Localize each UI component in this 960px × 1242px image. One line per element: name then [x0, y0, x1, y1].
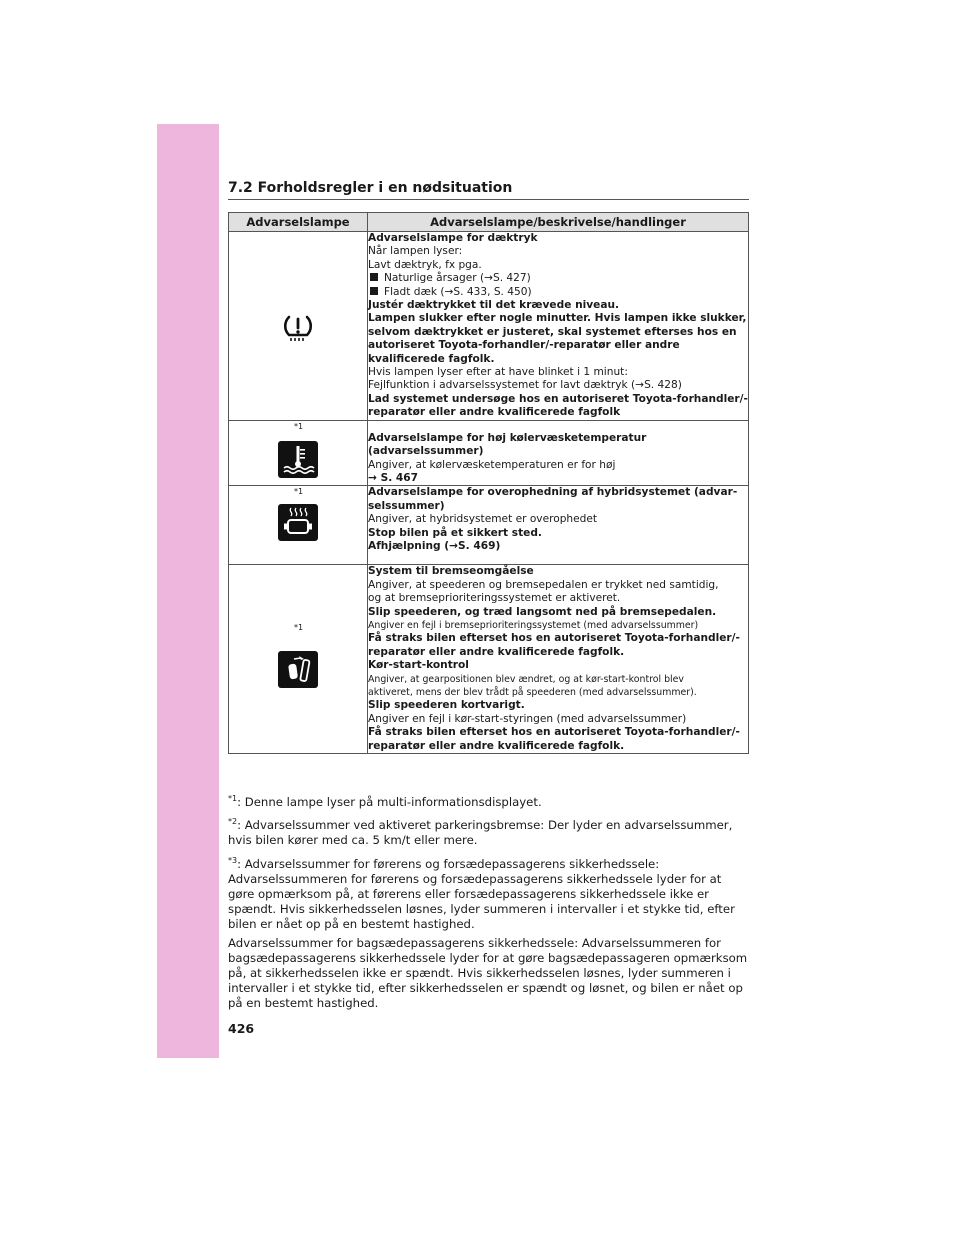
brake-override-icon — [278, 651, 318, 688]
footnote-text: : Denne lampe lyser på multi-informationsdisplayet. — [237, 795, 542, 809]
table-row — [229, 486, 749, 565]
footnote-marker: *3 — [228, 856, 238, 866]
page-reference: Afhjælpning (→S. 469) — [368, 539, 501, 552]
warning-title: System til bremseomgåelse — [368, 565, 534, 578]
description-text: Angiver, at kølervæsketemperaturen er for høj — [368, 458, 616, 471]
description-text: og at bremseprioriteringssystemet er aktiveret. — [368, 592, 621, 605]
warning-title: Advarselslampe for overophedning af hybridsystemet (advar- — [368, 486, 738, 499]
footnote-marker: *1 — [228, 794, 238, 804]
section-title: 7.2 Forholdsregler i en nødsituation — [228, 180, 513, 196]
action-text: autoriseret Toyota-forhandler/-reparatør eller andre — [368, 339, 680, 352]
icon-cell — [229, 420, 368, 486]
action-text: Slip speederen, og træd langsomt ned på bremsepedalen. — [368, 605, 717, 618]
description-text: Angiver en fejl i bremseprioriteringssystemet (med advarselssummer) — [368, 619, 699, 631]
footnote — [228, 795, 749, 810]
table-header-row — [229, 213, 749, 232]
action-text: Slip speederen kortvarigt. — [368, 699, 525, 712]
footnote-text: : Advarselssummer ved aktiveret parkeringsbremse: Der lyder en advarselssummer, hvis bilen kører med ca. 5 km/t eller mere. — [228, 818, 733, 847]
bullet-square-icon — [370, 287, 378, 295]
page-reference: → S. 467 — [368, 471, 419, 484]
bullet-square-icon — [370, 273, 378, 281]
footnote — [228, 857, 749, 932]
table-row — [229, 565, 749, 754]
action-text: Lad systemet undersøge hos en autoriseret Toyota-forhandler/- — [368, 392, 748, 405]
bullet-text: Fladt dæk (→S. 433, S. 450) — [384, 285, 532, 298]
action-text: reparatør eller andre kvalificerede fagfolk — [368, 406, 621, 419]
action-text: Justér dæktrykket til det krævede niveau. — [368, 299, 620, 312]
column-header-description: Advarselslampe/beskrivelse/handlinger — [368, 213, 749, 232]
description-text: Hvis lampen lyser efter at have blinket i 1 minut: — [368, 366, 628, 379]
footnote-text: Advarselssummer for bagsædepassagerens sikkerhedssele: Advarselssummeren for bagsædepassagerens sikkerhedssele lyder for at gøre bagsædepassageren opmærksom på, at sikkerhedsselen ikke er spændt. Hvis sikkerhedsselen løsnes, lyder summeren i intervaller i et stykke tid, efter sikkerhedsselen er spændt og løsnet, og bilen er nået op på en bestemt hastighed. — [228, 936, 748, 1010]
action-text: reparatør eller andre kvalificerede fagfolk. — [368, 645, 625, 658]
section-divider — [228, 199, 749, 200]
action-text: selvom dæktrykket er justeret, skal systemet efterses hos en — [368, 325, 737, 338]
description-cell — [368, 486, 749, 565]
table-row — [229, 232, 749, 421]
action-text: Lampen slukker efter nogle minutter. Hvis lampen ikke slukker, — [368, 312, 747, 325]
page-side-tab — [157, 124, 219, 1058]
bullet-text: Naturlige årsager (→S. 427) — [384, 272, 531, 285]
column-header-warning-light: Advarselslampe — [229, 213, 368, 232]
description-text: Angiver, at hybridsystemet er overophedet — [368, 513, 598, 526]
footnote-marker: *2 — [228, 817, 238, 827]
action-text: Stop bilen på et sikkert sted. — [368, 526, 542, 539]
description-text: Angiver, at speederen og bremsepedalen er trykket ned samtidig, — [368, 578, 719, 591]
footnote-marker: *1 — [294, 623, 304, 633]
description-cell — [368, 420, 749, 486]
warning-title: selssummer) — [368, 499, 445, 512]
action-text: reparatør eller andre kvalificerede fagfolk. — [368, 739, 625, 752]
description-text: Lavt dæktryk, fx pga. — [368, 258, 482, 271]
tire-pressure-warning-icon — [283, 312, 313, 342]
footnote — [228, 818, 749, 848]
table-row — [229, 420, 749, 486]
description-text: aktiveret, mens der blev trådt på speederen (med advarselssummer). — [368, 686, 697, 698]
icon-cell — [229, 486, 368, 565]
description-text: Angiver, at gearpositionen blev ændret, og at kør-start-kontrol blev — [368, 673, 684, 685]
footnote-text: : Advarselssummer for førerens og forsædepassagerens sikkerhedssele: Advarselssummeren for førerens og forsædepassagerens sikkerhedssele lyder for at gøre opmærksom på, at førerens eller forsædepassagerens sikkerhedssele ikke er spændt. Hvis sikkerhedsselen løsnes, lyder summeren i intervaller i et stykke tid, efter bilen er nået op på en bestemt hastighed. — [228, 857, 735, 931]
warning-lights-table — [228, 212, 749, 754]
bullet-item — [368, 286, 748, 299]
footnote-marker: *1 — [294, 421, 304, 431]
footnote-paragraph — [228, 936, 749, 1011]
warning-title: Advarselslampe for høj kølervæsketemperatur (advarselssummer) — [368, 431, 647, 458]
coolant-temperature-icon — [278, 441, 318, 478]
description-text: Når lampen lyser: — [368, 245, 463, 258]
description-text: Fejlfunktion i advarselssystemet for lavt dæktryk (→S. 428) — [368, 379, 682, 392]
icon-cell — [229, 565, 368, 754]
action-text: kvalificerede fagfolk. — [368, 352, 495, 365]
footnote-marker: *1 — [294, 487, 304, 497]
description-cell — [368, 232, 749, 421]
action-text: Få straks bilen efterset hos en autoriseret Toyota-forhandler/- — [368, 632, 740, 645]
hybrid-overheat-icon — [278, 504, 318, 541]
warning-title: Kør-start-kontrol — [368, 659, 469, 672]
description-cell — [368, 565, 749, 754]
description-text: Angiver en fejl i kør-start-styringen (med advarselssummer) — [368, 712, 687, 725]
action-text: Få straks bilen efterset hos en autoriseret Toyota-forhandler/- — [368, 726, 740, 739]
bullet-item — [368, 272, 748, 285]
page-number: 426 — [228, 1021, 255, 1036]
warning-title: Advarselslampe for dæktryk — [368, 232, 538, 244]
icon-cell — [229, 232, 368, 421]
